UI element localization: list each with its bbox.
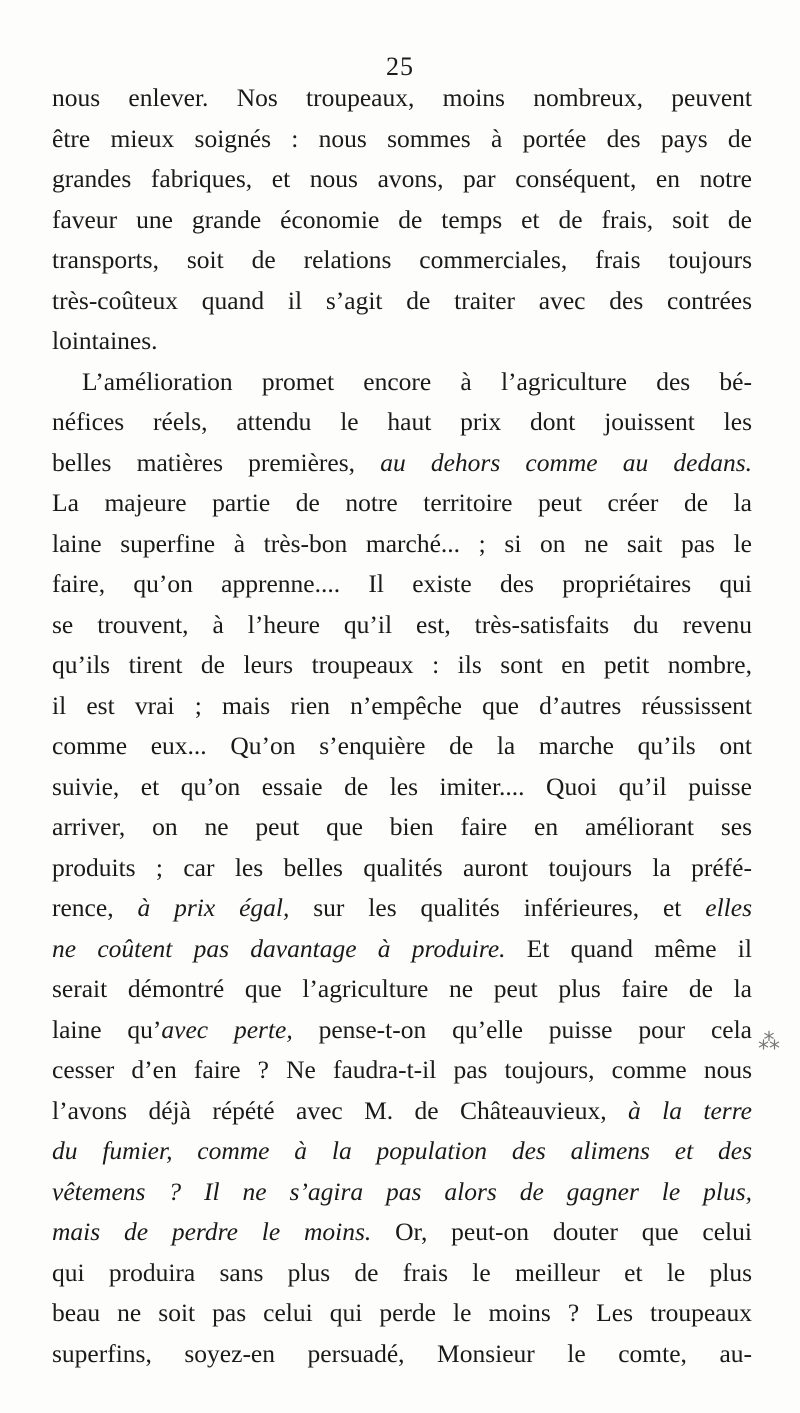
text-line: ne coûtent pas davantage à produire. Et quand même il bbox=[52, 933, 752, 963]
text-line: lointaines. bbox=[52, 326, 158, 355]
italic-phrase: mais de perdre le moins. bbox=[52, 1217, 372, 1246]
text-line: grandes fabriques, et nous avons, par conséquent, en notre bbox=[52, 164, 752, 193]
text-line: serait démontré que l’agriculture ne peut plus faire de la bbox=[52, 974, 752, 1003]
text-line: suivie, et qu’on essaie de les imiter.... Quoi qu’il puisse bbox=[52, 771, 752, 801]
body-text bbox=[52, 78, 752, 1374]
text-line: comme eux... Qu’on s’enquière de la marche qu’ils ont bbox=[52, 731, 752, 760]
text-line: rence, à prix égal, sur les qualités inférieures, et elles bbox=[52, 893, 753, 922]
text-line: qui produira sans plus de frais le meilleur et le plus bbox=[52, 1257, 752, 1287]
italic-phrase: au dehors comme au dedans. bbox=[380, 447, 752, 477]
italic-phrase: elles bbox=[705, 893, 753, 922]
text-line: laine qu’avec perte, pense-t-on qu’elle puisse pour cela bbox=[52, 1014, 752, 1044]
text-line bbox=[52, 1172, 752, 1213]
text-line: très-coûteux quand il s’agit de traiter avec des contrées bbox=[52, 285, 752, 315]
text-line: faire, qu’on apprenne.... Il existe des propriétaires qui bbox=[52, 569, 752, 598]
text-line bbox=[52, 1131, 752, 1172]
text-line: néfices réels, attendu le haut prix dont jouissent les bbox=[52, 407, 752, 436]
italic-phrase: avec perte, bbox=[161, 1014, 293, 1044]
text-line: se trouvent, à l’heure qu’il est, très-satisfaits du revenu bbox=[52, 609, 752, 639]
margin-asterism-icon: ⁂ bbox=[758, 1030, 780, 1055]
text-line: cesser d’en faire ? Ne faudra-t-il pas toujours, comme nous bbox=[52, 1055, 752, 1084]
text-line: il est vrai ; mais rien n’empêche que d’autres réussissent bbox=[52, 690, 752, 720]
text-line: belles matières premières, au dehors comme au dedans. bbox=[52, 447, 752, 477]
page-number: 25 bbox=[386, 52, 414, 81]
italic-phrase: ne coûtent pas davantage à produire. bbox=[52, 933, 506, 963]
text-line: qu’ils tirent de leurs troupeaux : ils sont en petit nombre, bbox=[52, 650, 752, 679]
italic-phrase: vêtemens ? Il ne s’agira pas alors de gagner le plus, bbox=[52, 1176, 752, 1206]
italic-phrase: à la terre bbox=[628, 1095, 752, 1125]
text-line: laine superfine à très-bon marché... ; si on ne sait pas le bbox=[52, 528, 752, 558]
text-line: arriver, on ne peut que bien faire en améliorant ses bbox=[52, 812, 752, 841]
italic-phrase: à prix égal, bbox=[137, 893, 290, 922]
text-line: nous enlever. Nos troupeaux, moins nombreux, peuvent bbox=[52, 83, 752, 112]
text-line: superfins, soyez-en persuadé, Monsieur le comte, au- bbox=[52, 1338, 752, 1368]
text-line: produits ; car les belles qualités auront toujours la préfé- bbox=[52, 852, 752, 882]
text-line: transports, soit de relations commerciales, frais toujours bbox=[52, 245, 752, 274]
text-line: L’amélioration promet encore à l’agriculture des bé- bbox=[82, 366, 752, 396]
text-line: mais de perdre le moins. Or, peut-on douter que celui bbox=[52, 1217, 752, 1246]
italic-phrase: du fumier, comme à la population des alimens et des bbox=[52, 1136, 752, 1165]
text-line: l’avons déjà répété avec M. de Châteauvieux, à la terre bbox=[52, 1095, 752, 1125]
text-line: beau ne soit pas celui qui perde le moins ? Les troupeaux bbox=[52, 1298, 752, 1327]
text-line: faveur une grande économie de temps et de frais, soit de bbox=[52, 204, 752, 234]
text-line: être mieux soignés : nous sommes à portée des pays de bbox=[52, 123, 752, 153]
text-line: La majeure partie de notre territoire peut créer de la bbox=[52, 488, 752, 517]
